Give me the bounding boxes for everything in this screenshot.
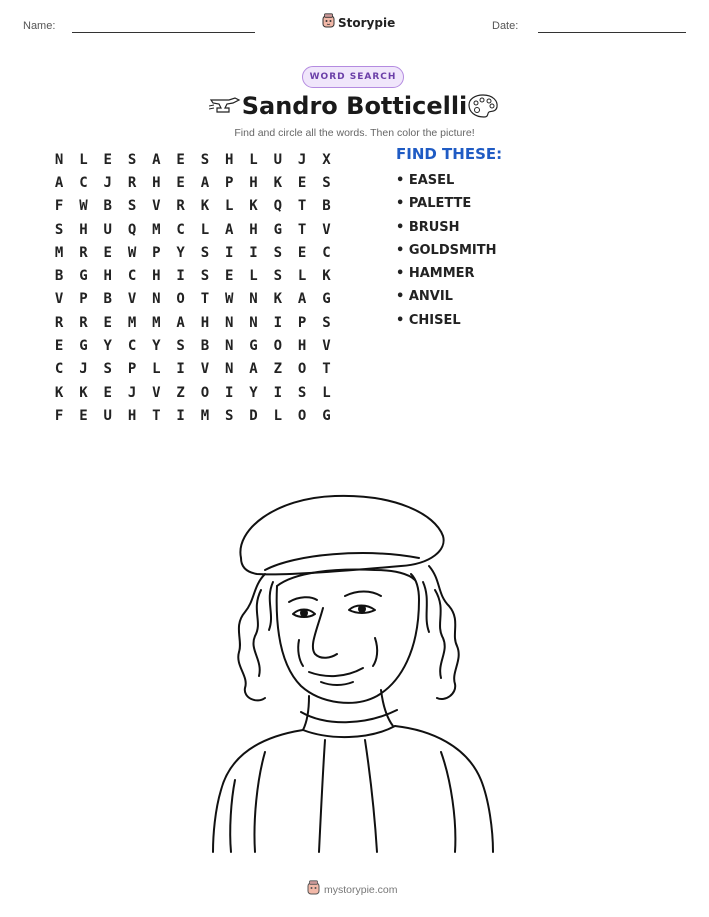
grid-letter[interactable]: N: [152, 291, 161, 308]
grid-letter[interactable]: W: [127, 244, 137, 261]
grid-letter[interactable]: J: [297, 151, 307, 168]
grid-letter[interactable]: I: [225, 384, 234, 401]
grid-letter[interactable]: L: [249, 151, 258, 168]
grid-letter[interactable]: S: [176, 338, 185, 355]
date-label: Date:: [492, 20, 519, 32]
grid-letter[interactable]: H: [249, 221, 258, 238]
grid-letter[interactable]: S: [225, 407, 234, 424]
grid-letter[interactable]: X: [322, 151, 331, 168]
grid-letter[interactable]: A: [176, 314, 185, 331]
grid-letter[interactable]: Z: [176, 384, 185, 401]
grid-letter[interactable]: N: [249, 314, 258, 331]
word-list-item: • EASEL: [396, 173, 455, 188]
grid-letter[interactable]: J: [79, 361, 88, 378]
grid-letter[interactable]: S: [127, 198, 137, 215]
grid-letter[interactable]: V: [322, 221, 331, 238]
grid-row: [47, 404, 339, 427]
grid-letter[interactable]: R: [79, 244, 88, 261]
grid-letter[interactable]: R: [176, 198, 185, 215]
grid-letter[interactable]: N: [225, 361, 234, 378]
brand-logo: [322, 13, 395, 32]
grid-letter[interactable]: C: [322, 244, 331, 261]
grid-letter[interactable]: K: [79, 384, 88, 401]
brand-name: Storypie: [338, 15, 396, 30]
palette-icon: [467, 93, 499, 123]
grid-letter[interactable]: I: [225, 244, 234, 261]
grid-letter[interactable]: P: [297, 314, 307, 331]
grid-row: [47, 148, 339, 171]
grid-row: [47, 358, 339, 381]
grid-letter[interactable]: J: [103, 174, 112, 191]
grid-letter[interactable]: H: [200, 314, 210, 331]
grid-letter[interactable]: Y: [249, 384, 258, 401]
grid-letter[interactable]: I: [176, 268, 185, 285]
grid-letter[interactable]: T: [322, 361, 331, 378]
footer: [307, 880, 398, 899]
grid-row: [47, 241, 339, 264]
grid-row: [47, 171, 339, 194]
grid-letter[interactable]: I: [176, 407, 185, 424]
word-list-item: • BRUSH: [396, 219, 460, 235]
instructions: Find and circle all the words. Then color the picture!: [234, 127, 475, 139]
grid-letter[interactable]: O: [176, 291, 185, 308]
grid-letter[interactable]: N: [54, 151, 64, 168]
grid-letter[interactable]: T: [297, 198, 307, 215]
grid-letter[interactable]: E: [176, 151, 185, 168]
grid-letter[interactable]: V: [54, 291, 64, 308]
grid-letter[interactable]: F: [54, 198, 64, 215]
grid-letter[interactable]: L: [297, 268, 307, 285]
grid-letter[interactable]: H: [103, 268, 112, 285]
grid-letter[interactable]: N: [225, 314, 234, 331]
grid-letter[interactable]: S: [200, 268, 210, 285]
word-search-badge: WORD SEARCH: [302, 66, 404, 88]
grid-letter[interactable]: K: [200, 198, 210, 215]
grid-letter[interactable]: S: [297, 384, 307, 401]
grid-letter[interactable]: G: [79, 338, 88, 355]
grid-letter[interactable]: M: [152, 314, 161, 331]
grid-letter[interactable]: M: [200, 407, 210, 424]
botticelli-portrait: [205, 490, 505, 859]
grid-letter[interactable]: E: [103, 384, 112, 401]
grid-letter[interactable]: H: [79, 221, 88, 238]
word-list-item: • PALETTE: [396, 196, 472, 212]
grid-letter[interactable]: H: [249, 174, 258, 191]
grid-letter[interactable]: U: [103, 221, 112, 238]
grid-letter[interactable]: L: [152, 361, 161, 378]
grid-letter[interactable]: Z: [273, 361, 283, 378]
grid-letter[interactable]: Q: [273, 198, 283, 215]
letter-grid: [47, 148, 339, 428]
grid-letter[interactable]: C: [127, 338, 137, 355]
grid-letter[interactable]: W: [79, 198, 88, 215]
grid-letter[interactable]: M: [54, 244, 64, 261]
grid-letter[interactable]: J: [127, 384, 137, 401]
grid-row: [47, 218, 339, 241]
grid-letter[interactable]: G: [322, 291, 331, 308]
grid-letter[interactable]: I: [273, 384, 283, 401]
grid-letter[interactable]: G: [249, 338, 258, 355]
grid-letter[interactable]: E: [225, 268, 234, 285]
grid-letter[interactable]: P: [127, 361, 137, 378]
grid-row: [47, 334, 339, 357]
grid-letter[interactable]: B: [54, 268, 64, 285]
grid-letter[interactable]: V: [200, 361, 210, 378]
grid-letter[interactable]: L: [200, 221, 210, 238]
grid-row: [47, 195, 339, 218]
grid-letter[interactable]: K: [273, 291, 283, 308]
grid-letter[interactable]: L: [225, 198, 234, 215]
grid-letter[interactable]: U: [273, 151, 283, 168]
grid-letter[interactable]: I: [249, 244, 258, 261]
grid-letter[interactable]: O: [200, 384, 210, 401]
grid-letter[interactable]: K: [54, 384, 64, 401]
grid-letter[interactable]: S: [200, 244, 210, 261]
grid-letter[interactable]: H: [152, 268, 161, 285]
date-line[interactable]: [538, 32, 686, 33]
grid-letter[interactable]: N: [225, 338, 234, 355]
grid-letter[interactable]: R: [79, 314, 88, 331]
grid-letter[interactable]: A: [200, 174, 210, 191]
grid-letter[interactable]: T: [297, 221, 307, 238]
grid-letter[interactable]: I: [273, 314, 283, 331]
grid-letter[interactable]: K: [273, 174, 283, 191]
grid-letter[interactable]: C: [127, 268, 137, 285]
grid-letter[interactable]: A: [152, 151, 161, 168]
grid-letter[interactable]: V: [152, 198, 161, 215]
grid-letter[interactable]: S: [103, 361, 112, 378]
grid-letter[interactable]: G: [273, 221, 283, 238]
grid-letter[interactable]: L: [273, 407, 283, 424]
grid-letter[interactable]: B: [103, 198, 112, 215]
grid-letter[interactable]: S: [273, 268, 283, 285]
grid-letter[interactable]: H: [297, 338, 307, 355]
grid-letter[interactable]: M: [127, 314, 137, 331]
grid-row: [47, 311, 339, 334]
grid-letter[interactable]: E: [54, 338, 64, 355]
grid-letter[interactable]: P: [152, 244, 161, 261]
word-list-item: • ANVIL: [396, 289, 453, 305]
grid-letter[interactable]: Y: [103, 338, 112, 355]
grid-letter[interactable]: Q: [127, 221, 137, 238]
grid-letter[interactable]: E: [79, 407, 88, 424]
grid-letter[interactable]: A: [249, 361, 258, 378]
page-title: Sandro Botticelli: [241, 92, 468, 120]
grid-letter[interactable]: E: [297, 174, 307, 191]
grid-letter[interactable]: M: [152, 221, 161, 238]
grid-letter[interactable]: P: [225, 174, 234, 191]
grid-letter[interactable]: A: [54, 174, 64, 191]
grid-letter[interactable]: S: [322, 314, 331, 331]
grid-letter[interactable]: P: [79, 291, 88, 308]
grid-letter[interactable]: K: [322, 268, 331, 285]
grid-letter[interactable]: C: [79, 174, 88, 191]
grid-letter[interactable]: E: [176, 174, 185, 191]
grid-letter[interactable]: H: [152, 174, 161, 191]
grid-letter[interactable]: U: [103, 407, 112, 424]
grid-letter[interactable]: K: [249, 198, 258, 215]
grid-letter[interactable]: S: [273, 244, 283, 261]
grid-letter[interactable]: L: [249, 268, 258, 285]
grid-letter[interactable]: V: [322, 338, 331, 355]
grid-letter[interactable]: V: [127, 291, 137, 308]
grid-letter[interactable]: F: [54, 407, 64, 424]
grid-letter[interactable]: R: [54, 314, 64, 331]
grid-letter[interactable]: E: [297, 244, 307, 261]
grid-letter[interactable]: R: [127, 174, 137, 191]
storypie-mascot-icon: [322, 13, 335, 32]
grid-letter[interactable]: E: [103, 244, 112, 261]
grid-row: [47, 381, 339, 404]
grid-letter[interactable]: H: [127, 407, 137, 424]
word-list: [396, 172, 497, 335]
storypie-mascot-icon: [307, 880, 320, 899]
grid-letter[interactable]: A: [297, 291, 307, 308]
grid-letter[interactable]: B: [200, 338, 210, 355]
grid-letter[interactable]: S: [54, 221, 64, 238]
grid-letter[interactable]: O: [297, 407, 307, 424]
grid-letter[interactable]: N: [249, 291, 258, 308]
grid-letter[interactable]: S: [127, 151, 137, 168]
name-label: Name:: [23, 20, 56, 32]
grid-letter[interactable]: H: [225, 151, 234, 168]
grid-letter[interactable]: L: [79, 151, 88, 168]
word-list-item: • CHISEL: [396, 312, 461, 328]
grid-letter[interactable]: C: [176, 221, 185, 238]
grid-letter[interactable]: B: [322, 198, 331, 215]
grid-letter[interactable]: T: [152, 407, 161, 424]
name-line[interactable]: [72, 32, 255, 33]
grid-letter[interactable]: O: [297, 361, 307, 378]
word-list-item: • HAMMER: [396, 266, 475, 282]
footer-url[interactable]: mystorypie.com: [324, 883, 398, 896]
grid-letter[interactable]: Y: [176, 244, 185, 261]
grid-letter[interactable]: W: [225, 291, 234, 308]
grid-letter[interactable]: G: [79, 268, 88, 285]
grid-row: [47, 264, 339, 287]
grid-letter[interactable]: E: [103, 151, 112, 168]
grid-row: [47, 288, 339, 311]
grid-letter[interactable]: O: [273, 338, 283, 355]
grid-letter[interactable]: S: [322, 174, 331, 191]
grid-letter[interactable]: B: [103, 291, 112, 308]
find-these-heading: FIND THESE:: [396, 145, 503, 163]
grid-letter[interactable]: A: [225, 221, 234, 238]
grid-letter[interactable]: V: [152, 384, 161, 401]
grid-letter[interactable]: C: [54, 361, 64, 378]
grid-letter[interactable]: S: [200, 151, 210, 168]
grid-letter[interactable]: L: [322, 384, 331, 401]
word-list-item: • GOLDSMITH: [396, 242, 497, 258]
grid-letter[interactable]: T: [200, 291, 210, 308]
grid-letter[interactable]: Y: [152, 338, 161, 355]
grid-letter[interactable]: D: [249, 407, 258, 424]
grid-letter[interactable]: I: [176, 361, 185, 378]
grid-letter[interactable]: E: [103, 314, 112, 331]
grid-letter[interactable]: G: [322, 407, 331, 424]
